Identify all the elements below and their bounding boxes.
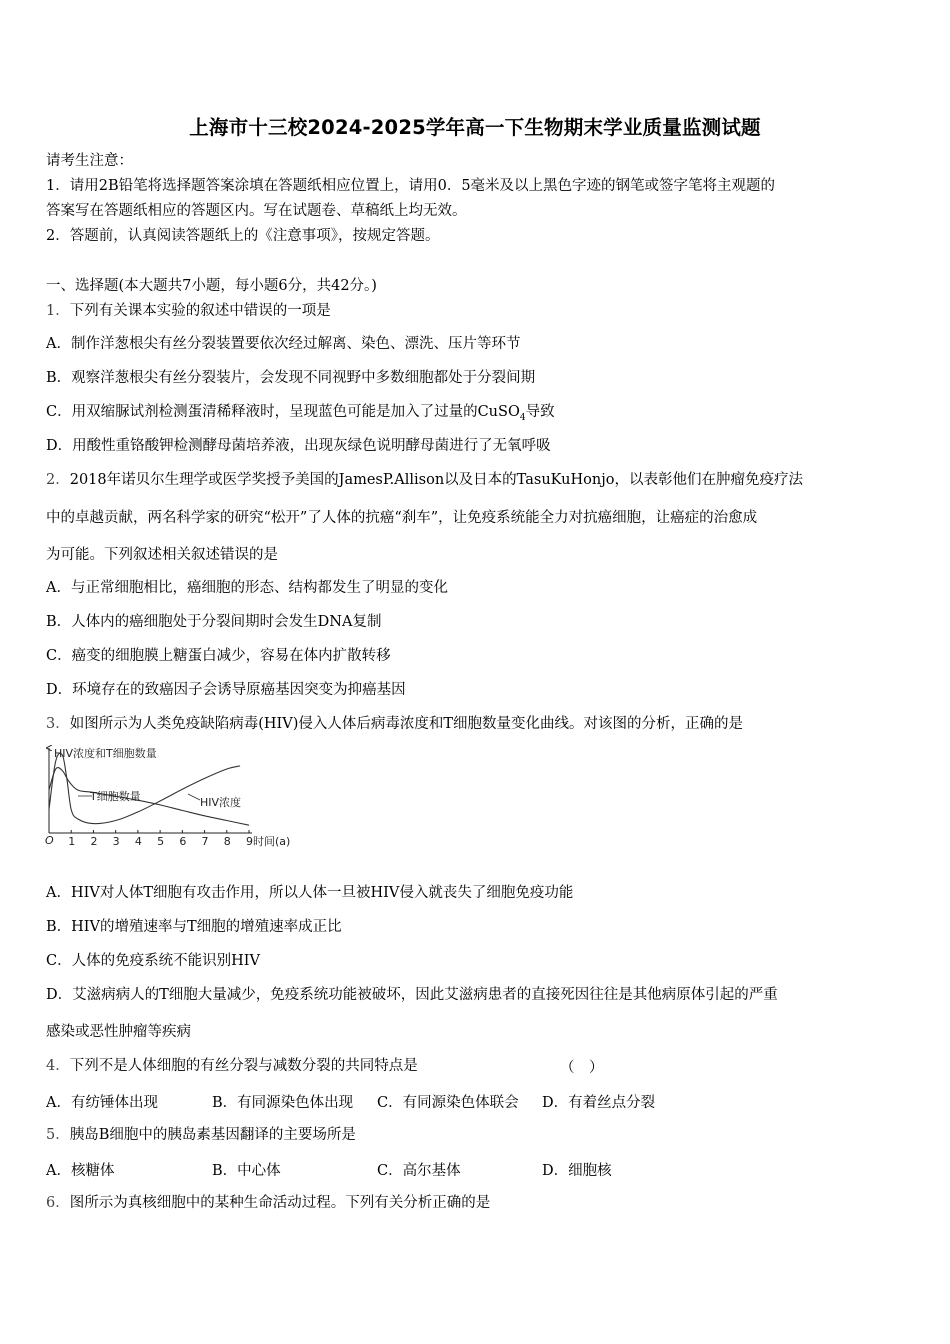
notice-item-1-line-1: 1．请用2B铅笔将选择题答案涂填在答题纸相应位置上，请用0．5毫米及以上黑色字迹的钢笔或签字笔将主观题的	[46, 178, 776, 194]
option-text: C．用双缩脲试剂检测蛋清稀释液时，呈现蓝色可能是加入了过量的CuSO	[46, 404, 520, 420]
question-number: 6．	[46, 1195, 70, 1211]
question-stem: 胰岛B细胞中的胰岛素基因翻译的主要场所是	[69, 1127, 356, 1143]
x-tick-label: 4	[134, 835, 142, 848]
x-tick-label: 2	[90, 835, 98, 848]
question-2-line-3: 为可能。下列叙述相关叙述错误的是	[46, 547, 278, 563]
question-number: 5．	[46, 1127, 70, 1143]
x-tick-label: 8	[223, 835, 231, 848]
notice-item-1-line-2: 答案写在答题纸相应的答题区内。写在试题卷、草稿纸上均无效。	[46, 203, 467, 219]
q3-option-c[interactable]: C．人体的免疫系统不能识别HIV	[46, 953, 260, 969]
x-tick-label: 7	[201, 835, 209, 848]
x-tick-label: 6	[179, 835, 187, 848]
question-stem: 2018年诺贝尔生理学或医学奖授予美国的JamesP.Allison以及日本的TasuKuHonjo，以表彰他们在肿瘤免疫疗法	[69, 472, 803, 488]
notice-item-2: 2．答题前，认真阅读答题纸上的《注意事项》，按规定答题。	[46, 228, 440, 244]
q1-option-a[interactable]: A．制作洋葱根尖有丝分裂装置要依次经过解离、染色、漂洗、压片等环节	[46, 336, 521, 352]
question-2-line-1	[46, 470, 908, 490]
q5-option-c[interactable]: C．高尔基体	[377, 1163, 461, 1179]
origin-label: O	[45, 834, 54, 847]
hiv-leader	[188, 794, 200, 800]
question-3	[46, 714, 908, 734]
x-tick-label: 1	[68, 835, 76, 848]
q5-option-d[interactable]: D．细胞核	[542, 1163, 612, 1179]
question-4	[46, 1056, 466, 1076]
q2-option-a[interactable]: A．与正常细胞相比，癌细胞的形态、结构都发生了明显的变化	[46, 580, 448, 596]
question-1	[46, 301, 908, 321]
hiv-chart	[40, 742, 310, 852]
subscript: 4	[519, 412, 526, 423]
notice-heading: 请考生注意：	[46, 153, 133, 169]
question-stem: 图所示为真核细胞中的某种生命活动过程。下列有关分析正确的是	[69, 1195, 491, 1211]
q1-option-d[interactable]: D．用酸性重铬酸钾检测酵母菌培养液，出现灰绿色说明酵母菌进行了无氧呼吸	[46, 438, 551, 454]
question-6	[46, 1193, 908, 1213]
page-title: 上海市十三校2024-2025学年高一下生物期末学业质量监测试题	[189, 116, 761, 139]
q4-option-d[interactable]: D．有着丝点分裂	[542, 1095, 656, 1111]
question-number: 2．	[46, 472, 70, 488]
section-heading: 一、选择题(本大题共7小题，每小题6分，共42分。)	[46, 278, 377, 294]
x-tick-label: 9	[246, 835, 253, 848]
q2-option-b[interactable]: B．人体内的癌细胞处于分裂间期时会发生DNA复制	[46, 614, 382, 630]
q2-option-c[interactable]: C．癌变的细胞膜上糖蛋白减少，容易在体内扩散转移	[46, 648, 391, 664]
x-tick-label: 5	[157, 835, 165, 848]
q3-option-d-line-2: 感染或恶性肿瘤等疾病	[46, 1024, 191, 1040]
question-number: 4．	[46, 1058, 70, 1074]
answer-paren: （ ）	[560, 1060, 604, 1076]
q4-option-b[interactable]: B．有同源染色体出现	[212, 1095, 354, 1111]
q2-option-d[interactable]: D．环境存在的致癌因子会诱导原癌基因突变为抑癌基因	[46, 682, 406, 698]
q5-option-b[interactable]: B．中心体	[212, 1163, 281, 1179]
q1-option-c[interactable]	[46, 402, 908, 428]
q3-option-b[interactable]: B．HIV的增殖速率与T细胞的增殖速率成正比	[46, 919, 342, 935]
question-stem: 如图所示为人类免疫缺陷病毒(HIV)侵入人体后病毒浓度和T细胞数量变化曲线。对该图的分析，正确的是	[69, 716, 744, 732]
q4-option-c[interactable]: C．有同源染色体联会	[377, 1095, 519, 1111]
question-2-line-2: 中的卓越贡献，两名科学家的研究“松开”了人体的抗癌“刹车”，让免疫系统能全力对抗癌细胞，让癌症的治愈成	[46, 510, 758, 526]
option-text-end: 导致	[525, 404, 555, 420]
q3-option-d-line-1[interactable]: D．艾滋病病人的T细胞大量减少，免疫系统功能被破坏，因此艾滋病患者的直接死因往往是其他病原体引起的严重	[46, 987, 778, 1003]
q1-option-b[interactable]: B．观察洋葱根尖有丝分裂装片，会发现不同视野中多数细胞都处于分裂间期	[46, 370, 536, 386]
question-number: 3．	[46, 716, 70, 732]
x-tick-label: 3	[112, 835, 120, 848]
x-axis-label: 时间(a)	[253, 835, 291, 848]
t-cell-annotation: T细胞数量	[90, 790, 141, 803]
q3-option-a[interactable]: A．HIV对人体T细胞有攻击作用，所以人体一旦被HIV侵入就丧失了细胞免疫功能	[46, 885, 574, 901]
question-5	[46, 1125, 908, 1145]
hiv-series-line	[49, 753, 240, 823]
question-stem: 下列不是人体细胞的有丝分裂与减数分裂的共同特点是	[69, 1058, 418, 1074]
question-number: 1．	[46, 303, 70, 319]
q5-option-a[interactable]: A．核糖体	[46, 1163, 115, 1179]
y-axis-label: HIV浓度和T细胞数量	[54, 747, 157, 760]
hiv-annotation: HIV浓度	[200, 796, 242, 809]
question-stem: 下列有关课本实验的叙述中错误的一项是	[69, 303, 331, 319]
q4-option-a[interactable]: A．有纺锤体出现	[46, 1095, 158, 1111]
